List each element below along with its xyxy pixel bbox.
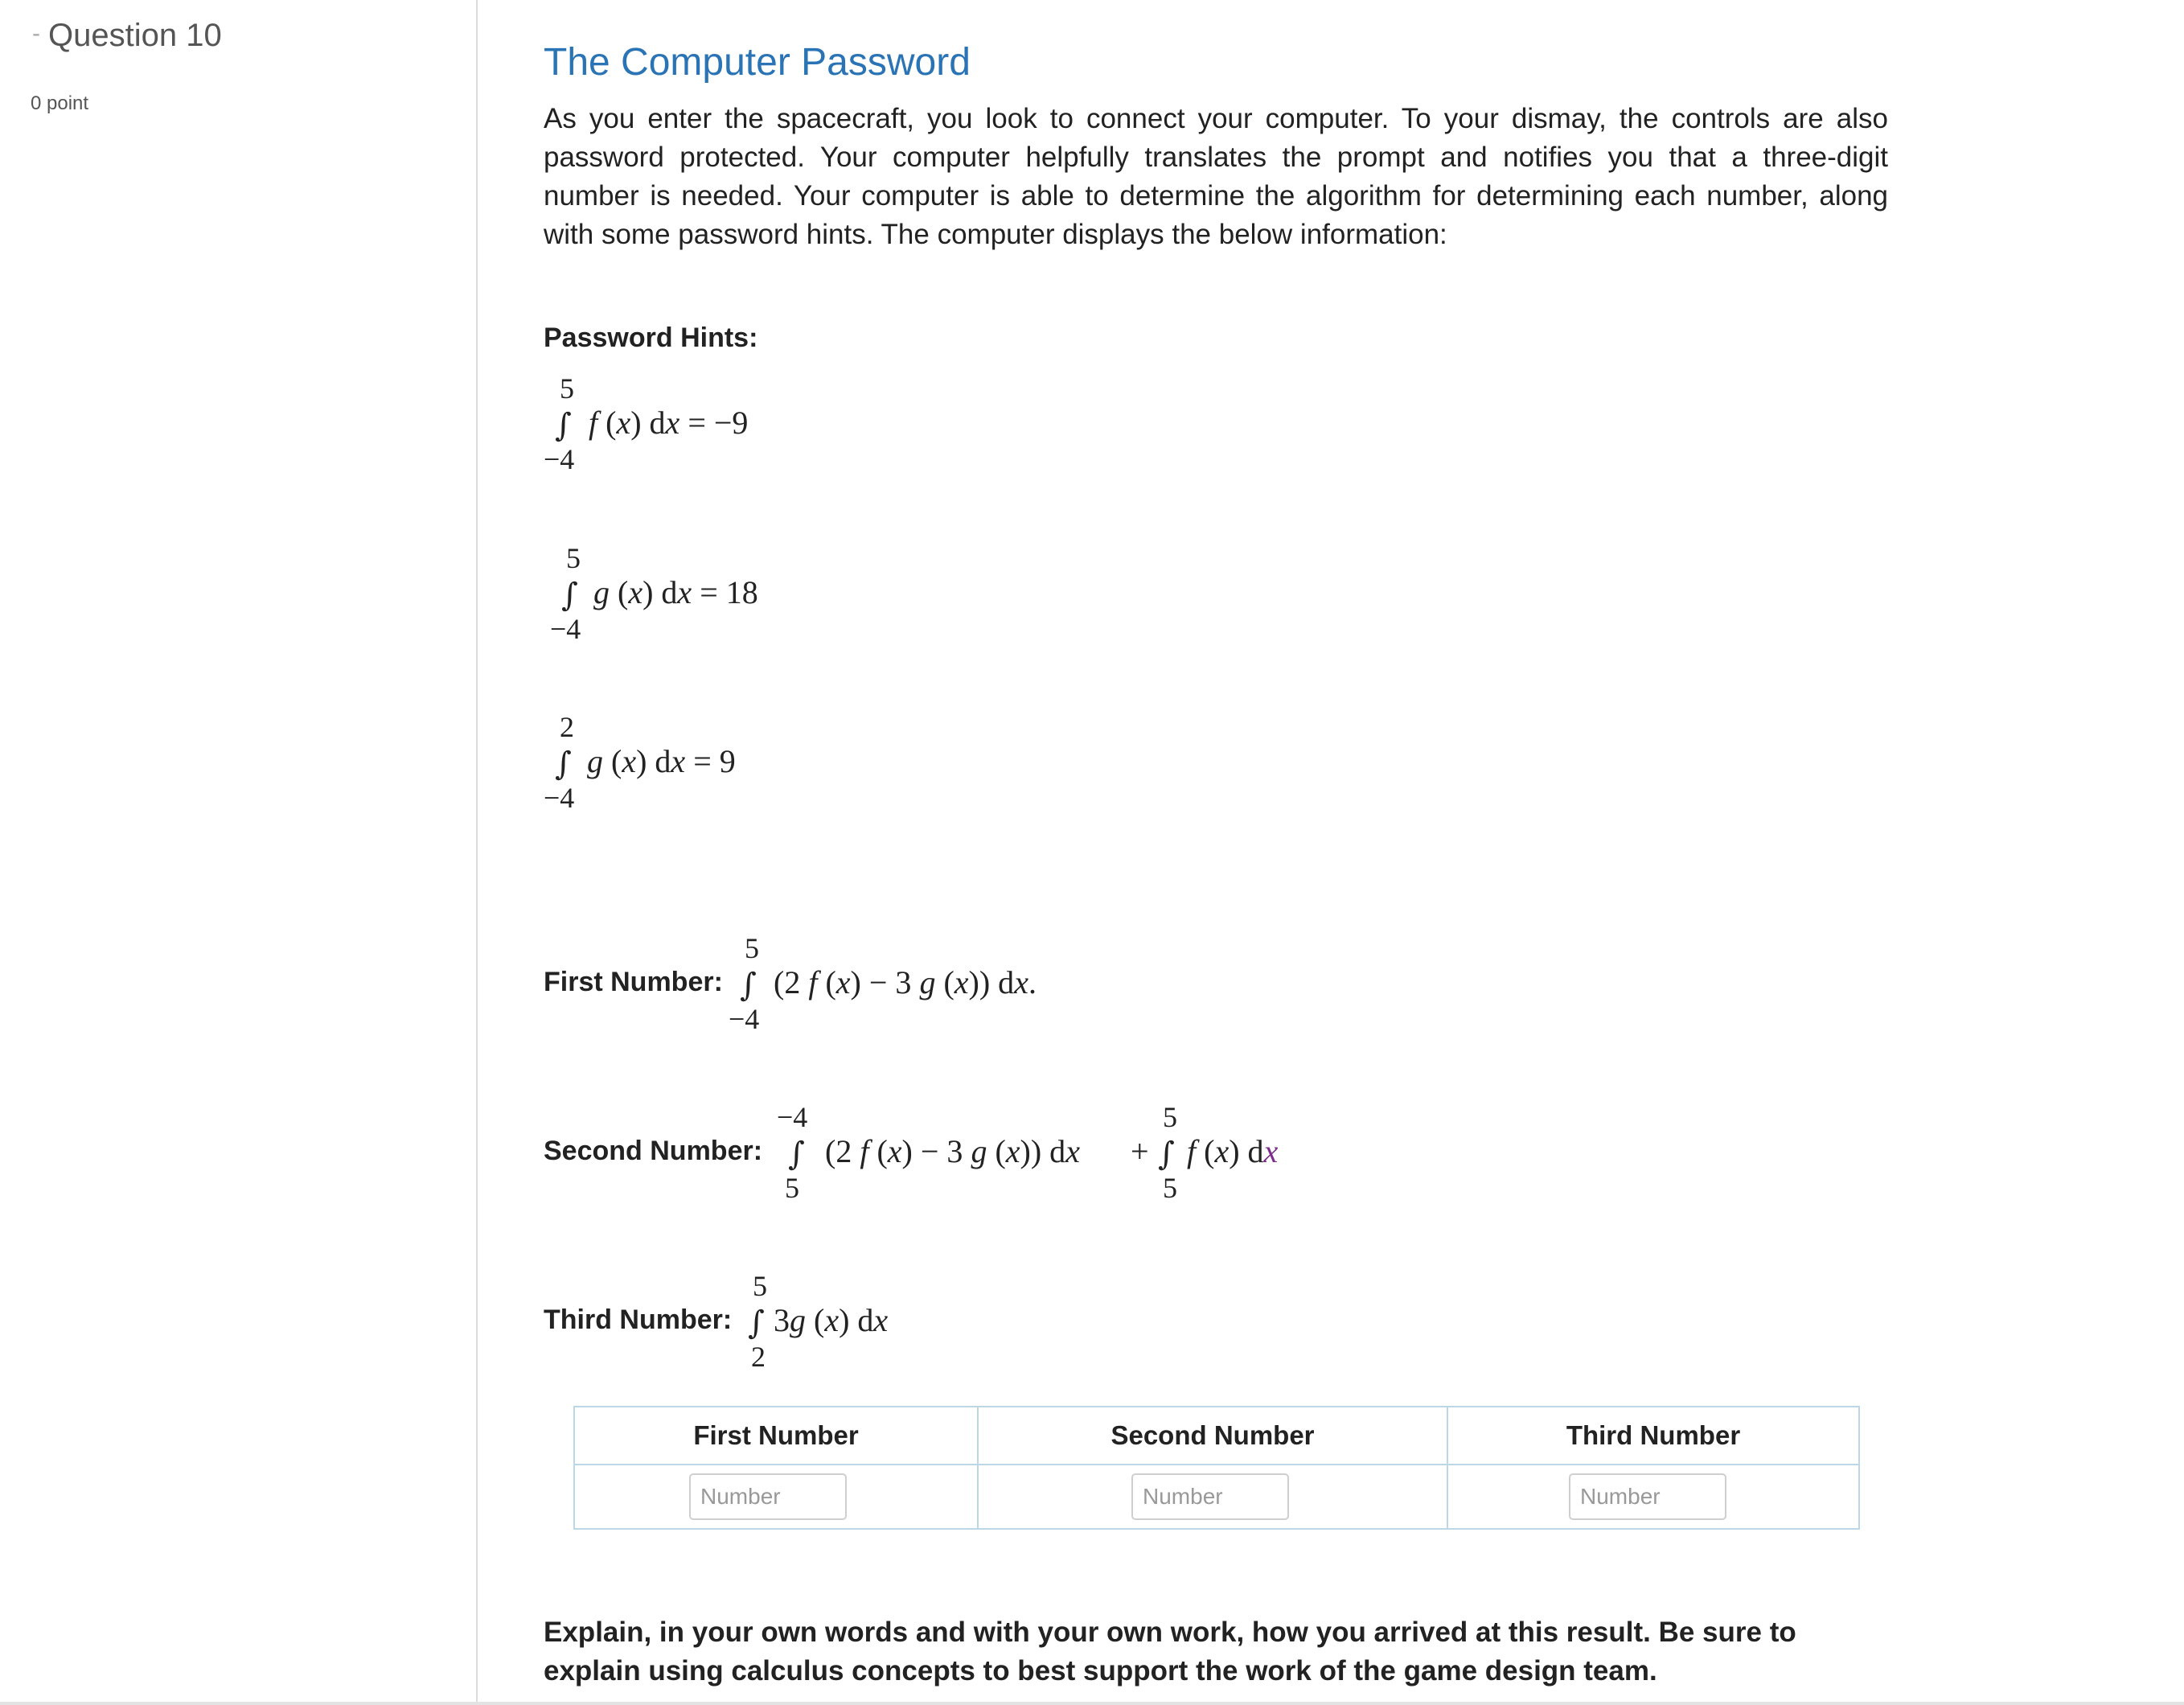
answer-column-first xyxy=(575,1407,977,1528)
integrand: f (x) dx xyxy=(1187,1133,1279,1169)
question-sidebar xyxy=(0,0,478,1705)
third-number-label: Third Number: xyxy=(544,1304,733,1335)
lower-limit: −4 xyxy=(729,1003,760,1035)
integrand: 3g (x) dx xyxy=(774,1302,889,1338)
lower-limit: 5 xyxy=(785,1172,799,1204)
column-header: Third Number xyxy=(1448,1407,1858,1465)
column-header: Second Number xyxy=(979,1407,1447,1465)
integral-sign: ∫ xyxy=(561,577,578,614)
integrand: g (x) dx = 9 xyxy=(587,743,736,779)
intro-paragraph: As you enter the spacecraft, you look to connect your computer. To your dismay, the controls are also password protected. Your computer helpfully translates the prompt and notifies you that a three-digit number is needed. Your computer is able to determine the algorithm for determining each number, along with some password hints. The computer displays the below information: xyxy=(544,103,1888,250)
integral-sign: ∫ xyxy=(1158,1136,1175,1173)
question-label: Question 10 xyxy=(48,18,222,53)
explain-prompt: Explain, in your own words and with your own work, how you arrived at this result. Be sure to explain using calculus concepts to best support the work of the game design team. xyxy=(544,1617,1796,1687)
integrand: (2 f (x) − 3 g (x)) dx. xyxy=(774,964,1037,1000)
lower-limit: −4 xyxy=(544,782,575,814)
question-points: 0 point xyxy=(31,92,89,114)
second-number-input[interactable] xyxy=(1131,1473,1289,1520)
upper-limit: 5 xyxy=(1163,1101,1177,1133)
upper-limit: 5 xyxy=(566,542,581,574)
upper-limit: 5 xyxy=(560,372,574,405)
collapse-icon[interactable]: - xyxy=(32,20,40,47)
lower-limit: 2 xyxy=(751,1341,766,1373)
integral-sign: ∫ xyxy=(555,746,572,783)
first-number-input[interactable] xyxy=(689,1473,847,1520)
page-title: The Computer Password xyxy=(544,41,971,84)
question-header[interactable] xyxy=(32,18,222,54)
answer-column-second xyxy=(977,1407,1447,1528)
integral-sign: ∫ xyxy=(788,1136,805,1173)
integrand: (2 f (x) − 3 g (x)) dx xyxy=(825,1133,1080,1169)
integrand: g (x) dx = 18 xyxy=(593,574,758,610)
lower-limit: −4 xyxy=(544,443,575,475)
hints-heading: Password Hints: xyxy=(544,323,758,353)
integral-sign: ∫ xyxy=(740,967,757,1004)
upper-limit: 2 xyxy=(560,711,574,743)
upper-limit: 5 xyxy=(745,932,759,964)
plus-operator: + xyxy=(1131,1133,1149,1169)
column-header: First Number xyxy=(575,1407,977,1465)
hint-result: = −9 xyxy=(688,405,749,441)
integral-sign: ∫ xyxy=(555,407,572,444)
third-number-input[interactable] xyxy=(1569,1473,1726,1520)
hint-result: = 9 xyxy=(693,743,736,779)
lower-limit: −4 xyxy=(550,613,581,645)
upper-limit: 5 xyxy=(753,1270,767,1302)
answer-column-third xyxy=(1447,1407,1858,1528)
upper-limit: −4 xyxy=(777,1101,808,1133)
bottom-divider xyxy=(0,1702,2184,1705)
answer-table xyxy=(573,1406,1860,1530)
hint-result: = 18 xyxy=(700,574,758,610)
first-number-label: First Number: xyxy=(544,967,723,997)
integral-sign: ∫ xyxy=(748,1304,765,1341)
second-number-label: Second Number: xyxy=(544,1136,763,1166)
lower-limit: 5 xyxy=(1163,1172,1177,1204)
integrand: f (x) dx = −9 xyxy=(589,405,749,441)
